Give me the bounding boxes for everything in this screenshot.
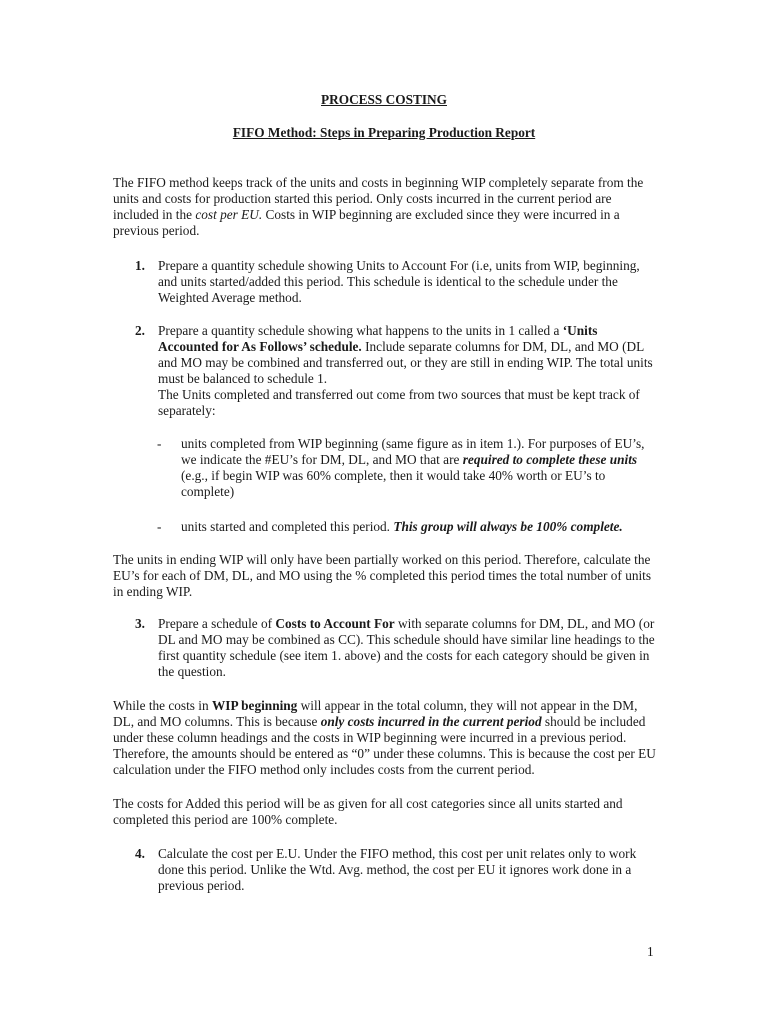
- bold-text: ‘Units Accounted for As Follows’ schedule.: [158, 323, 598, 354]
- bold-italic-text: required to complete these units: [462, 452, 638, 467]
- dash-marker: -: [157, 519, 162, 534]
- intro-paragraph: [113, 175, 658, 239]
- step-number: 3.: [135, 616, 145, 631]
- bold-italic-text: This group will always be 100% complete.: [393, 519, 623, 534]
- page-subtitle: FIFO Method: Steps in Preparing Production Report: [232, 125, 536, 140]
- ending-wip-paragraph: The units in ending WIP will only have been partially worked on this period. Therefore, calculate the EU’s for each of DM, DL, and MO using the % completed this period times the total number of units in ending WIP.: [113, 552, 652, 599]
- step-text: Calculate the cost per E.U. Under the FIFO method, this cost per unit relates only to work done this period. Unlike the Wtd. Avg. method, the cost per EU it ignores work done in a previous period.: [158, 846, 637, 893]
- step-text: Prepare a schedule of Costs to Account For with separate columns for DM, DL, and MO (or DL and MO may be combined as CC). This schedule should have similar line headings to the first quantity schedule (see item 1. above) and the costs for each category should be given in the question.: [158, 616, 655, 679]
- bullet-text: units started and completed this period. This group will always be 100% complete.: [181, 519, 623, 534]
- intro-text: The FIFO method keeps track of the units and costs in beginning WIP completely separate from the units and costs for production started this period. Only costs incurred in the current period are included in the: [113, 175, 644, 222]
- step-text: Prepare a quantity schedule showing Units to Account For (i.e, units from WIP, beginning, and units started/added this period. This schedule is identical to the schedule under the Weighted Average method.: [158, 258, 640, 305]
- step-number: 2.: [135, 323, 145, 338]
- bold-text: WIP beginning: [211, 698, 298, 713]
- step-text: Prepare a quantity schedule showing what happens to the units in 1 called a ‘Units Accounted for As Follows’ schedule. Include separate columns for DM, DL, and MO (DL and MO may be combined and transferred out, or they are still in ending WIP. The total units must be balanced to schedule 1. The Units completed and transferred out come from two sources that must be kept track of separately:: [158, 323, 653, 418]
- intro-text-end: Costs in WIP beginning are excluded since they were incurred in a previous period.: [113, 207, 620, 238]
- bold-text: Costs to Account For: [275, 616, 395, 631]
- bold-italic-text: only costs incurred in the current period: [320, 714, 542, 729]
- step-number: 1.: [135, 258, 145, 273]
- added-costs-paragraph: The costs for Added this period will be as given for all cost categories since all units started and completed this period are 100% complete.: [113, 796, 623, 827]
- step-number: 4.: [135, 846, 145, 861]
- wip-beginning-paragraph: While the costs in WIP beginning will appear in the total column, they will not appear in the DM, DL, and MO columns. This is because only costs incurred in the current period should be included under these column headings and the costs in WIP beginning were incurred in a previous period. Therefore, the amounts should be entered as “0” under these columns. This is because the cost per EU calculation under the FIFO method only includes costs from the current period.: [113, 698, 656, 777]
- bullet-text: units completed from WIP beginning (same figure as in item 1.). For purposes of EU’s, we indicate the #EU’s for DM, DL, and MO that are required to complete these units (e.g., if begin WIP was 60% complete, then it would take 40% worth or EU’s to complete): [181, 436, 645, 499]
- page-title: PROCESS COSTING: [321, 92, 447, 107]
- page-number: 1: [647, 944, 654, 959]
- intro-italic-text: cost per EU.: [195, 207, 263, 222]
- dash-marker: -: [157, 436, 162, 451]
